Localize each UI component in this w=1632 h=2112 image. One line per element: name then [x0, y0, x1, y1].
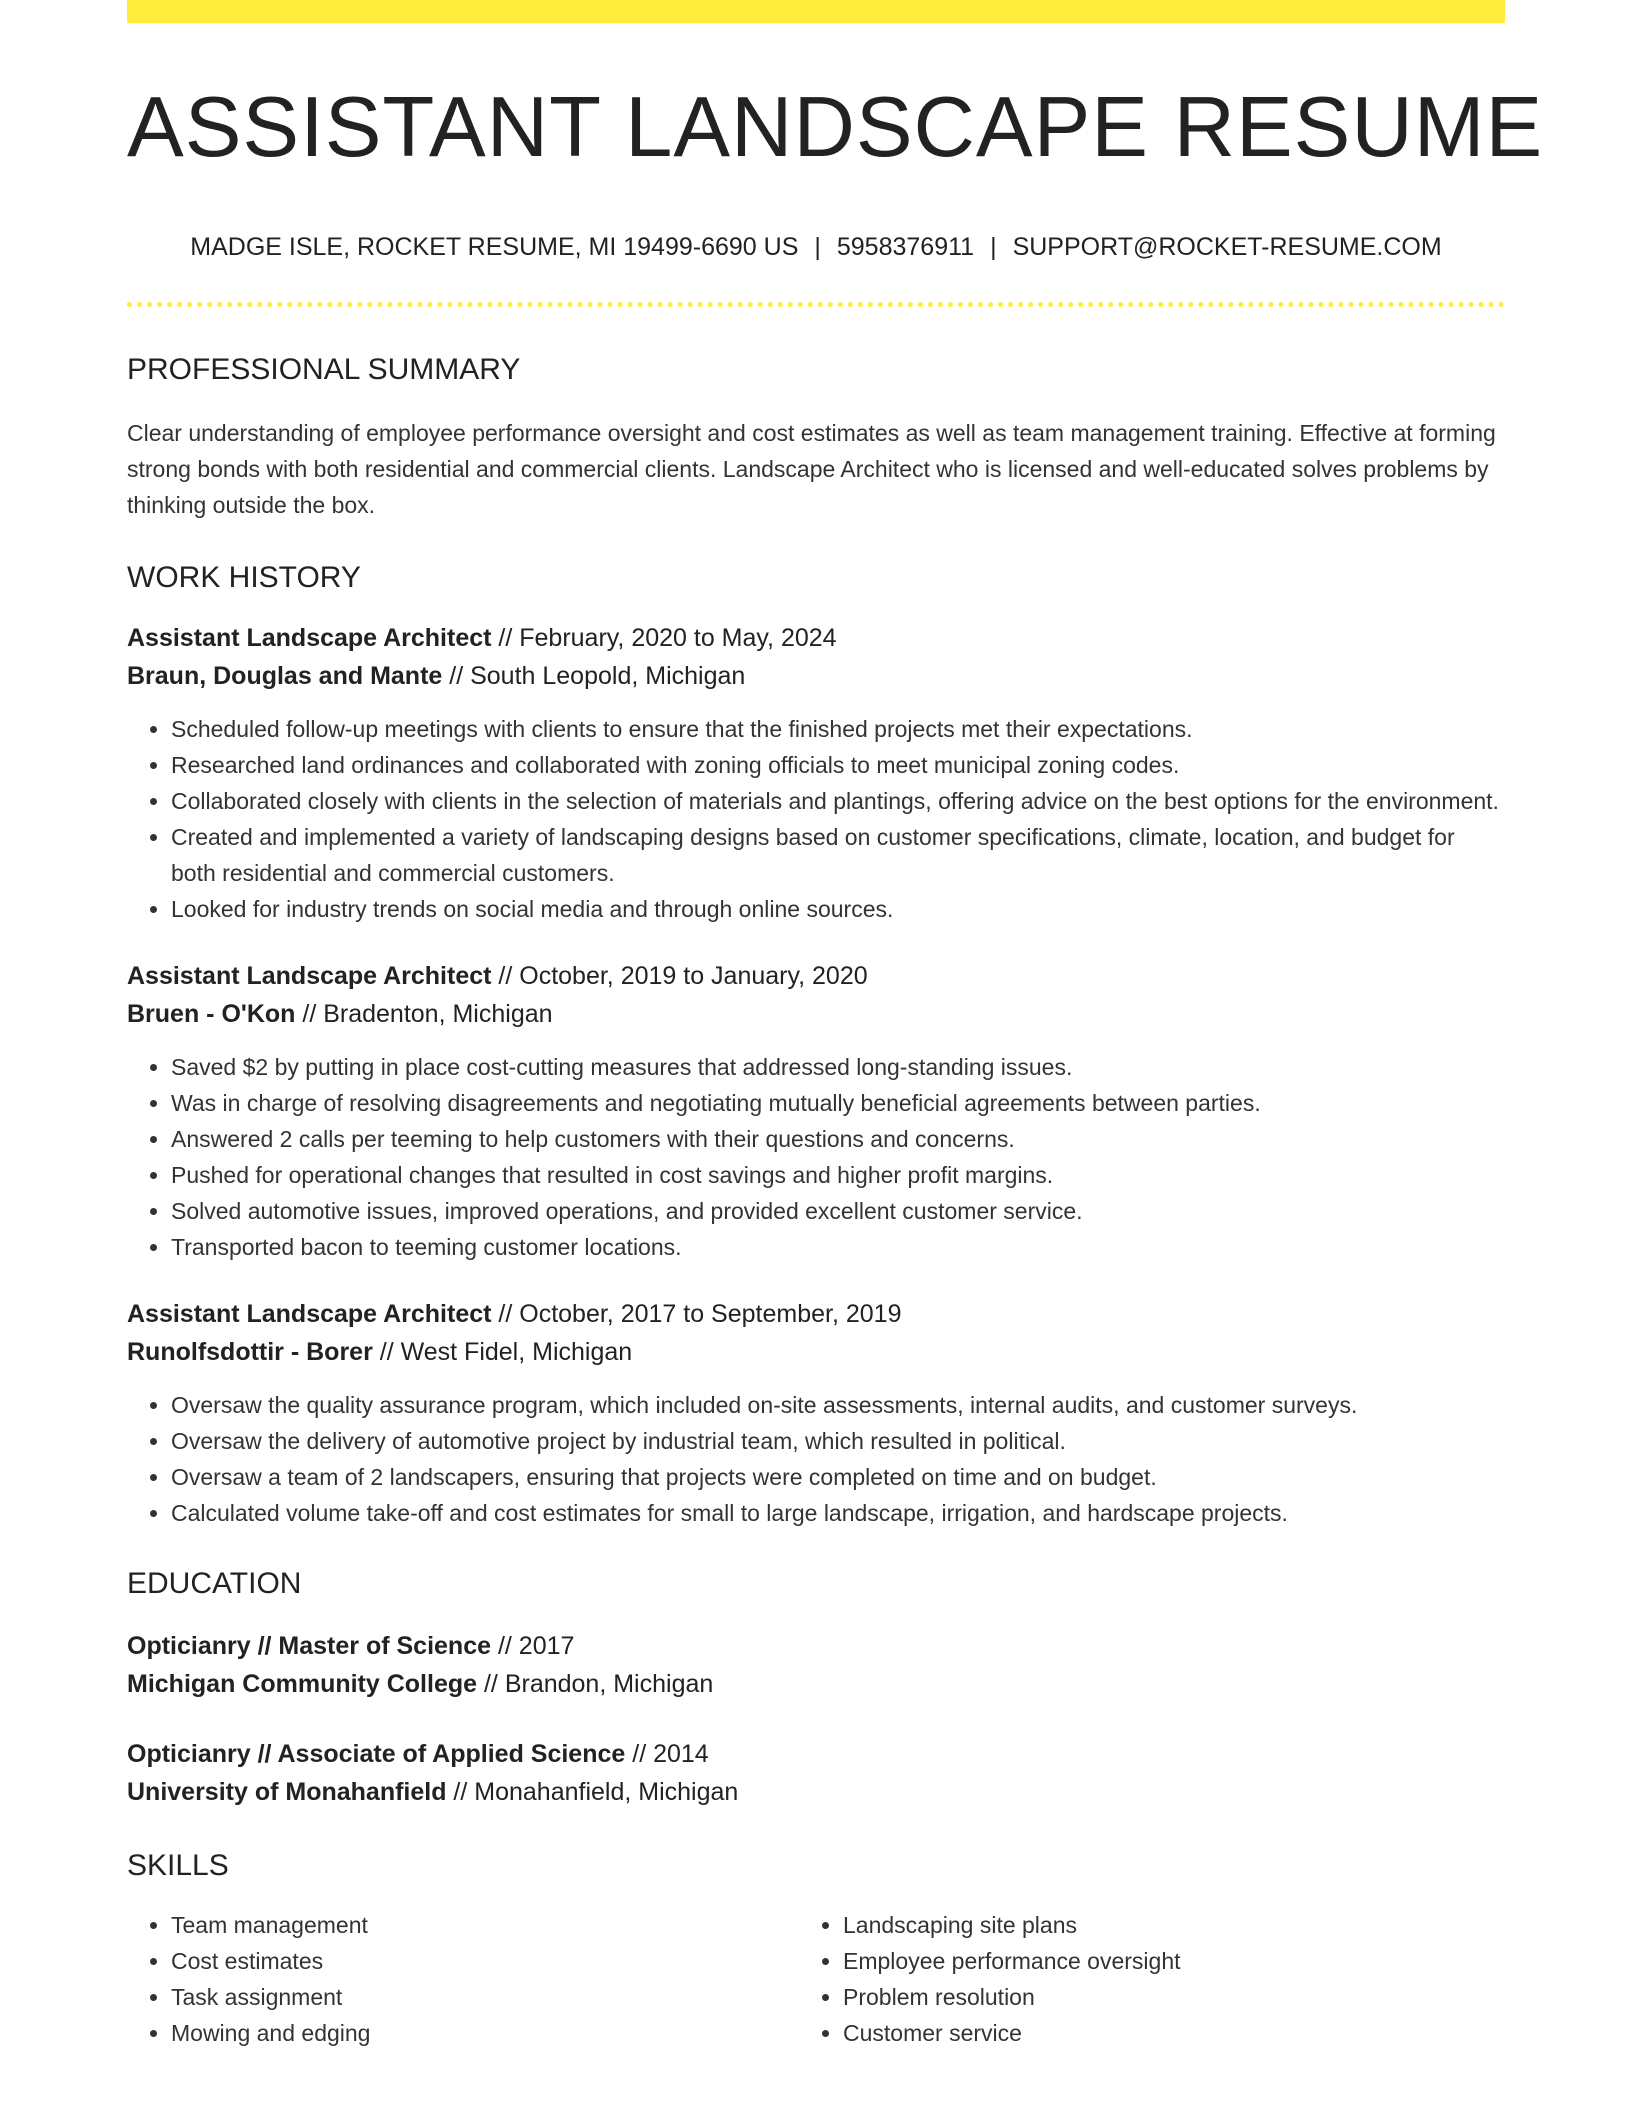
list-item: • Oversaw a team of 2 landscapers, ensuring that projects were completed on time and on budget. [171, 1459, 1505, 1495]
section-title-skills: SKILLS [127, 1849, 229, 1882]
contact-line [127, 235, 1505, 260]
education-degree-line [127, 1735, 1505, 1773]
dotted-divider [127, 302, 1505, 307]
job-location: // South Leopold, Michigan [442, 662, 746, 690]
summary-text: Clear understanding of employee performance oversight and cost estimates as well as team management training. Effective at forming strong bonds with both residential and commercial clients. Landscape Architect who is licensed and well-educated solves problems by thinking outside the box. [127, 420, 1496, 518]
education-school-line [127, 1665, 1505, 1703]
job-role: Assistant Landscape Architect [127, 962, 492, 990]
list-item: • Landscaping site plans [843, 1907, 1471, 1943]
list-item: • Task assignment [171, 1979, 799, 2015]
skills-column-left [127, 1907, 799, 2051]
section-title-summary: PROFESSIONAL SUMMARY [127, 353, 521, 386]
job-company: Runolfsdottir - Borer [127, 1338, 373, 1366]
job-dates: // October, 2017 to September, 2019 [491, 1300, 902, 1328]
list-item: • Was in charge of resolving disagreements and negotiating mutually beneficial agreements between parties. [171, 1085, 1505, 1121]
list-item: • Customer service [843, 2015, 1471, 2051]
list-item: • Transported bacon to teeming customer locations. [171, 1229, 1505, 1265]
job-bullets [127, 1387, 1505, 1531]
education-year: // 2014 [625, 1740, 709, 1768]
list-item: • Looked for industry trends on social media and through online sources. [171, 891, 1505, 927]
skills-list [799, 1907, 1471, 2051]
contact-separator: | [990, 233, 997, 261]
job-company-line [127, 1333, 1505, 1371]
job-company-line [127, 995, 1505, 1033]
job-company: Bruen - O'Kon [127, 1000, 296, 1028]
resume-title: ASSISTANT LANDSCAPE RESUME [127, 80, 1544, 175]
job-location: // Bradenton, Michigan [295, 1000, 553, 1028]
job-location: // West Fidel, Michigan [372, 1338, 633, 1366]
skills-column-right [799, 1907, 1471, 2051]
section-title-education: EDUCATION [127, 1567, 302, 1600]
job-company-line [127, 657, 1505, 695]
job-entry [127, 619, 1505, 927]
contact-phone: 5958376911 [836, 233, 975, 261]
list-item: • Oversaw the delivery of automotive project by industrial team, which resulted in political. [171, 1423, 1505, 1459]
job-entry [127, 957, 1505, 1265]
job-role: Assistant Landscape Architect [127, 1300, 492, 1328]
job-company: Braun, Douglas and Mante [127, 662, 443, 690]
education-degree: Opticianry // Associate of Applied Science [127, 1740, 626, 1768]
list-item: • Saved $2 by putting in place cost-cutting measures that addressed long-standing issues. [171, 1049, 1505, 1085]
list-item: • Answered 2 calls per teeming to help customers with their questions and concerns. [171, 1121, 1505, 1157]
list-item: • Calculated volume take-off and cost estimates for small to large landscape, irrigation, and hardscape projects. [171, 1495, 1505, 1531]
accent-top-bar [127, 0, 1505, 23]
education-entry [127, 1735, 1505, 1811]
job-dates: // February, 2020 to May, 2024 [491, 624, 837, 652]
list-item: • Team management [171, 1907, 799, 1943]
education-entry [127, 1627, 1505, 1703]
job-role: Assistant Landscape Architect [127, 624, 492, 652]
education-school-line [127, 1773, 1505, 1811]
list-item: • Scheduled follow-up meetings with clients to ensure that the finished projects met their expectations. [171, 711, 1505, 747]
list-item: • Created and implemented a variety of landscaping designs based on customer specifications, climate, location, and budget for both residential and commercial customers. [171, 819, 1505, 891]
list-item: • Pushed for operational changes that resulted in cost savings and higher profit margins. [171, 1157, 1505, 1193]
job-role-line [127, 619, 1505, 657]
education-degree-line [127, 1627, 1505, 1665]
skills-grid [127, 1907, 1505, 2051]
list-item: • Solved automotive issues, improved operations, and provided excellent customer service. [171, 1193, 1505, 1229]
list-item: • Problem resolution [843, 1979, 1471, 2015]
list-item: • Oversaw the quality assurance program, which included on-site assessments, internal audits, and customer surveys. [171, 1387, 1505, 1423]
section-title-work-history: WORK HISTORY [127, 561, 361, 594]
job-role-line [127, 957, 1505, 995]
list-item: • Collaborated closely with clients in the selection of materials and plantings, offering advice on the best options for the environment. [171, 783, 1505, 819]
contact-email: SUPPORT@ROCKET-RESUME.COM [1012, 233, 1442, 261]
list-item: • Cost estimates [171, 1943, 799, 1979]
list-item: • Employee performance oversight [843, 1943, 1471, 1979]
job-role-line [127, 1295, 1505, 1333]
education-year: // 2017 [491, 1632, 575, 1660]
job-dates: // October, 2019 to January, 2020 [491, 962, 868, 990]
skills-list [127, 1907, 799, 2051]
education-location: // Monahanfield, Michigan [446, 1778, 739, 1806]
resume-page [127, 0, 1544, 2051]
contact-separator: | [814, 233, 821, 261]
education-degree: Opticianry // Master of Science [127, 1632, 492, 1660]
education-school: Michigan Community College [127, 1670, 478, 1698]
job-bullets [127, 1049, 1505, 1265]
job-entry [127, 1295, 1505, 1531]
list-item: • Mowing and edging [171, 2015, 799, 2051]
education-school: University of Monahanfield [127, 1778, 447, 1806]
education-location: // Brandon, Michigan [477, 1670, 714, 1698]
list-item: • Researched land ordinances and collaborated with zoning officials to meet municipal zoning codes. [171, 747, 1505, 783]
contact-address: MADGE ISLE, ROCKET RESUME, MI 19499-6690 US [190, 233, 799, 261]
job-bullets [127, 711, 1505, 927]
